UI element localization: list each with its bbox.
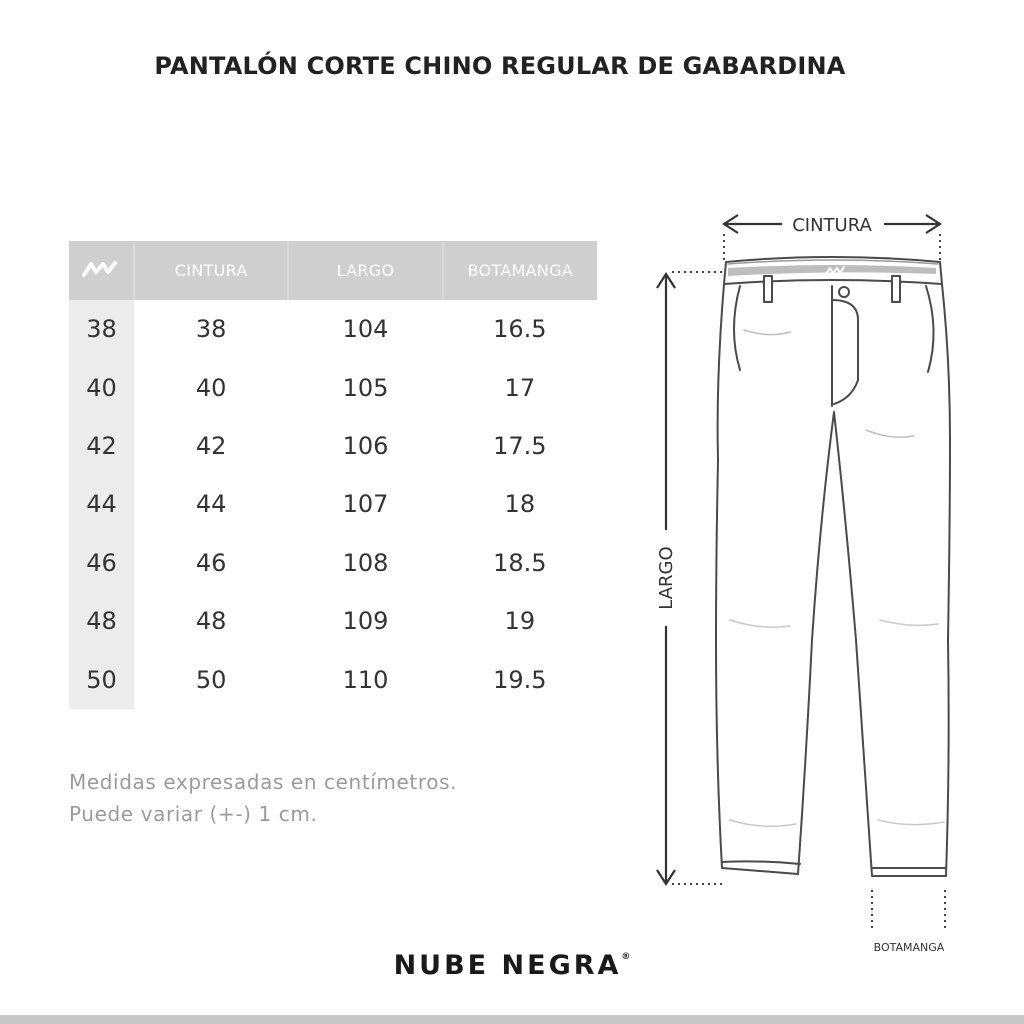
botamanga-cell: 18.5 — [493, 548, 547, 577]
cintura-cell: 46 — [195, 548, 227, 577]
note-line-tolerance: Puede variar (+-) 1 cm. — [69, 802, 318, 826]
largo-cell: 104 — [342, 315, 389, 344]
header-botamanga: BOTAMANGA — [443, 241, 597, 300]
largo-cell: 109 — [342, 607, 389, 636]
largo-cell: 107 — [342, 490, 389, 519]
page-title: PANTALÓN CORTE CHINO REGULAR DE GABARDINA — [154, 52, 846, 80]
botamanga-cell: 19 — [504, 607, 536, 636]
cintura-cell: 48 — [195, 607, 227, 636]
brand-name: NUBE NEGRA — [393, 950, 622, 981]
note-line-units: Medidas expresadas en centímetros. — [69, 770, 458, 794]
header-cintura: CINTURA — [134, 241, 288, 300]
botamanga-cell: 17.5 — [493, 431, 547, 460]
size-cell: 40 — [69, 358, 134, 416]
size-cell: 42 — [69, 417, 134, 475]
brand-logo — [0, 950, 1024, 981]
size-cell: 44 — [69, 475, 134, 533]
size-cell: 46 — [69, 534, 134, 592]
largo-cell: 106 — [342, 431, 389, 460]
cintura-cell: 38 — [195, 315, 227, 344]
size-cell: 50 — [69, 650, 134, 708]
bottom-bar — [0, 1015, 1024, 1024]
pants-drawing — [716, 257, 950, 876]
hem-dimension — [872, 890, 945, 954]
botamanga-cell: 17 — [504, 373, 536, 402]
botamanga-cell: 19.5 — [493, 665, 547, 694]
cintura-cell: 50 — [195, 665, 227, 694]
cintura-cell: 42 — [195, 431, 227, 460]
size-cell: 38 — [69, 300, 134, 358]
cintura-cell: 40 — [195, 373, 227, 402]
waist-dimension — [724, 215, 940, 262]
botamanga-cell: 18 — [504, 490, 536, 519]
waist-label: CINTURA — [792, 215, 872, 236]
hem-label: BOTAMANGA — [873, 941, 945, 954]
header-largo: LARGO — [288, 241, 442, 300]
largo-cell: 110 — [342, 665, 389, 694]
largo-cell: 108 — [342, 548, 389, 577]
size-cell: 48 — [69, 592, 134, 650]
registered-mark: ® — [621, 952, 631, 962]
length-label: LARGO — [656, 546, 677, 610]
largo-cell: 105 — [342, 373, 389, 402]
cintura-cell: 44 — [195, 490, 227, 519]
length-dimension — [656, 272, 724, 884]
botamanga-cell: 16.5 — [493, 315, 547, 344]
